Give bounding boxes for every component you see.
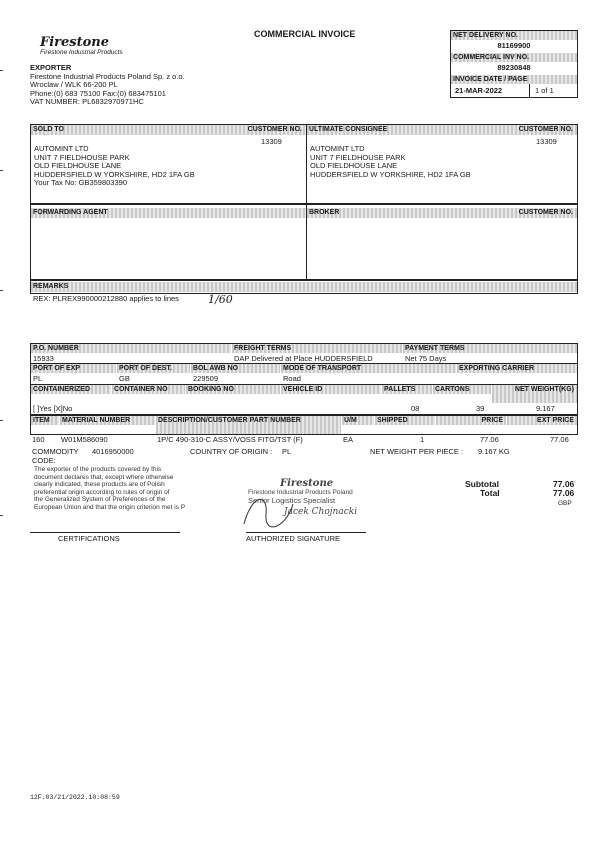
brand-logo [40, 36, 123, 57]
col-item: ITEM [31, 416, 59, 425]
delivery-no-label: NET DELIVERY NO. [451, 31, 577, 40]
cartons-label: CARTONS [433, 385, 491, 394]
items-header [30, 415, 578, 435]
consignee-address [310, 145, 471, 179]
commercial-no: 89230848 [497, 63, 531, 72]
consignee-line: OLD FIELDHOUSE LANE [310, 161, 398, 170]
row-material: W01M586090 [61, 435, 108, 444]
declaration-line: document declares that, except where otherwise [34, 473, 174, 481]
stamp-brand: Firestone [280, 478, 334, 489]
signature: Jacek Chojnacki [284, 507, 358, 517]
exporter-label: EXPORTER [30, 63, 72, 72]
freight-label: FREIGHT TERMS [232, 344, 402, 353]
exporter-block [30, 64, 185, 107]
authorized-signature-label: AUTHORIZED SIGNATURE [246, 534, 341, 543]
row-ext-price: 77.06 [550, 435, 569, 444]
invoice-page: 1 of 1 [535, 86, 554, 95]
row-shipped: 1 [420, 435, 425, 444]
payment-label: PAYMENT TERMS [403, 344, 577, 353]
invoice-date: 21-MAR-2022 [455, 86, 503, 95]
consignee-line: HUDDERSFIELD W YORKSHIRE, HD2 1FA GB [310, 169, 471, 179]
exporter-line: Firestone Industrial Products Poland Sp. z o.o. [30, 71, 185, 81]
origin-label: COUNTRY OF ORIGIN : [190, 447, 273, 456]
parties-section [30, 124, 578, 204]
carrier-label: EXPORTING CARRIER [457, 364, 577, 373]
net-weight-label: NET WEIGHT(KG) [492, 385, 577, 403]
sold-to-label: SOLD TO [33, 126, 64, 133]
row-item: 160 [32, 435, 45, 444]
broker-label: BROKER [309, 209, 340, 216]
col-shipped: SHIPPED [375, 416, 435, 425]
pallets-value: 08 [411, 404, 420, 413]
subtotal-value: 77.06 [553, 479, 575, 489]
cartons-value: 39 [476, 404, 485, 413]
port-exp: PL [33, 374, 43, 383]
total-value: 77.06 [553, 488, 575, 498]
handwritten-note: 1/60 [208, 293, 233, 306]
sold-to-line: HUDDERSFIELD W YORKSHIRE, HD2 1FA GB [34, 169, 195, 179]
net-weight-value: 9.167 [536, 404, 555, 413]
col-material: MATERIAL NUMBER [60, 416, 155, 425]
total-label: Total [480, 488, 500, 498]
exporter-line: VAT NUMBER: PL6832970971HC [30, 97, 144, 106]
broker-header [307, 208, 577, 218]
sold-to-customer-no-label: CUSTOMER NO. [247, 126, 302, 133]
invoice-date-label: INVOICE DATE / PAGE [451, 75, 577, 84]
port-dest: GB [119, 374, 130, 383]
commodity-label: COMMODITY [32, 447, 79, 456]
commodity-value: 4016950000 [92, 447, 134, 456]
agents-section [30, 204, 578, 280]
document-title: COMMERCIAL INVOICE [254, 29, 356, 39]
origin-declaration [34, 466, 185, 511]
consignee-line: UNIT 7 FIELDHOUSE PARK [310, 152, 406, 162]
row-um: EA [343, 435, 354, 444]
col-ext-price: EXT PRICE [507, 416, 577, 425]
booking-label: BOOKING NO [186, 385, 280, 394]
vehicle-label: VEHICLE ID [281, 385, 381, 394]
po-number: 15933 [33, 354, 54, 363]
consignee-line: AUTOMINT LTD [310, 144, 365, 153]
consignee-customer-no: 13309 [536, 137, 557, 146]
sold-to-header [31, 125, 306, 135]
currency: GBP [558, 500, 572, 507]
container-label: CONTAINER NO [112, 385, 185, 394]
net-weight-piece-label: NET WEIGHT PER PIECE : [370, 447, 464, 456]
brand-name: Firestone [40, 35, 110, 50]
row-description: 1P/C 490-310-C ASSY/VOSS FITG/TST (F) [157, 435, 303, 444]
sold-to-line: OLD FIELDHOUSE LANE [34, 161, 122, 170]
col-description: DESCRIPTION/CUSTOMER PART NUMBER [156, 416, 341, 434]
remarks-label: REMARKS [31, 282, 577, 292]
sold-to-line: Your Tax No: GB359803390 [34, 178, 127, 187]
commercial-no-label: COMMERCIAL INV NO. [451, 53, 577, 62]
net-weight-piece-value: 9.167 KG [478, 447, 510, 456]
scan-mark [0, 515, 3, 516]
consignee-customer-no-label: CUSTOMER NO. [518, 126, 573, 133]
po-label: P.O. NUMBER [31, 344, 231, 353]
broker-customer-no-label: CUSTOMER NO. [518, 209, 573, 216]
sold-to-line: UNIT 7 FIELDHOUSE PARK [34, 152, 130, 162]
scan-mark [0, 170, 3, 171]
exporter-line: Wroclaw / WLK 66-200 PL [30, 80, 118, 89]
mode-label: MODE OF TRANSPORT [281, 364, 456, 373]
print-timestamp: 12F.03/21/2022.10:08:59 [30, 794, 120, 801]
declaration-line: clearly indicated, these products are of Polish [34, 481, 165, 488]
scan-mark [0, 420, 3, 421]
signature-scribble [238, 484, 298, 534]
payment-terms: Net 75 Days [405, 354, 447, 363]
subtotal-label: Subtotal [465, 479, 499, 489]
code-label: CODE: [32, 456, 56, 465]
bol-number: 229509 [193, 374, 219, 383]
certifications-label: CERTIFICATIONS [58, 534, 120, 543]
transport-mode: Road [283, 374, 301, 383]
delivery-no: 81169900 [497, 41, 531, 50]
consignee-header [307, 125, 577, 135]
stamp-line: Firestone Industrial Products Poland [248, 489, 353, 496]
sold-to-customer-no: 13309 [261, 137, 282, 146]
consignee-label: ULTIMATE CONSIGNEE [309, 126, 388, 133]
stamp-line: Senior Logistics Specialist [248, 495, 336, 505]
declaration-line: preferential origin according to rules of origin of [34, 488, 170, 496]
forwarding-agent-label: FORWARDING AGENT [31, 208, 306, 218]
containerized-value: [ ]Yes [X]No [33, 404, 73, 413]
remarks-box [30, 280, 578, 294]
origin-value: PL [282, 447, 292, 456]
declaration-line: European Union and that the origin criterion met is P [34, 503, 186, 511]
scan-mark [0, 290, 3, 291]
col-price: PRICE [436, 416, 506, 425]
sold-to-address [34, 145, 195, 188]
freight-terms: DAP Delivered at Place HUDDERSFIELD [234, 354, 373, 363]
bol-label: BOL AWB NO [191, 364, 280, 373]
shipment-section [30, 343, 578, 415]
containerized-label: CONTAINERIZED [31, 385, 111, 394]
port-dest-label: PORT OF DEST. [117, 364, 190, 373]
scan-mark [0, 70, 3, 71]
sold-to-line: AUTOMINT LTD [34, 144, 89, 153]
declaration-line: the Generalized System of Preferences of the [34, 496, 166, 503]
remarks-text: REX: PLREX990000212880 applies to lines [33, 294, 179, 303]
row-price: 77.06 [480, 435, 499, 444]
pallets-label: PALLETS [382, 385, 432, 394]
brand-tagline: Firestone Industrial Products [40, 49, 123, 56]
declaration-line: The exporter of the products covered by this [34, 466, 162, 473]
col-um: U/M [342, 416, 374, 425]
port-exp-label: PORT OF EXP [31, 364, 116, 373]
exporter-line: Phone:(0) 683 75100 Fax:(0) 683475101 [30, 88, 166, 98]
invoice-number-box [450, 30, 578, 98]
